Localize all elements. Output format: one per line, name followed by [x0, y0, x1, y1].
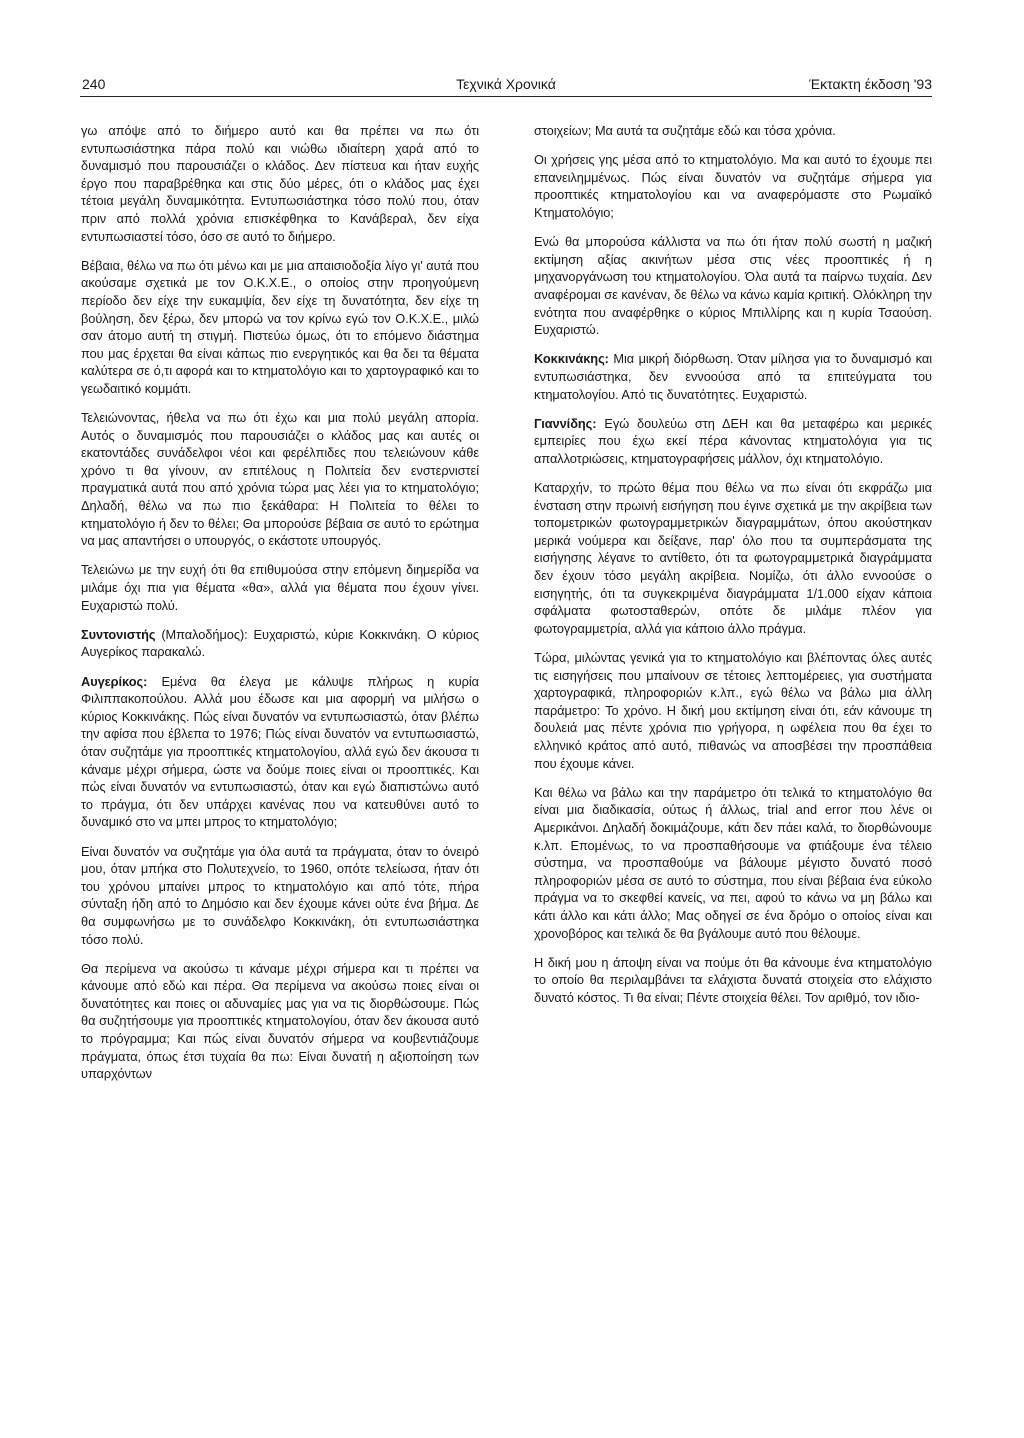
paragraph-text: Ενώ θα μπορούσα κάλλιστα να πω ότι ήταν πολύ σωστή η μαζική εκτίμηση αξίας ακινήτων μέσα στις νέες προοπτικές ή η μηχανοργάνωση του κτηματολογίου. Όλα αυτά τα παίρνω τυχαία. Δεν αναφέρομαι σε κανέναν, δε θέλω να κάνω καμία κριτική. Ολόκληρη την ενότητα που αναφέρθηκε ο κύριος Μπιλλίρης και η κυρία Τσαούση. Ευχαριστώ.	[534, 234, 932, 338]
paragraph	[534, 784, 932, 942]
paragraph	[534, 415, 932, 468]
paragraph	[81, 626, 479, 661]
paragraph	[534, 350, 932, 403]
paragraph	[81, 843, 479, 949]
paragraph-text: Τελειώνω με την ευχή ότι θα επιθυμούσα στην επόμενη διημερίδα να μιλάμε όχι πια για θέματα «θα», αλλά για θέματα που έχουν γίνει. Ευχαριστώ πολύ.	[81, 562, 479, 613]
paragraph-text: Τώρα, μιλώντας γενικά για το κτηματολόγιο και βλέποντας όλες αυτές τις εισηγήσεις που μπαίνουν σε τέτοιες λεπτομέρειες, για συστήματα χαρτογραφικά, πληροφοριών κ.λπ., εγώ θέλω να βάλω μια άλλη παράμετρο: Το χρόνο. Η δική μου εκτίμηση είναι ότι, εάν κάνουμε τη δουλειά μας πέντε χρόνια πιο γρήγορα, η ωφέλεια που θα έχει το ελληνικό κράτος από αυτό, πιθανώς να αποσβέσει την προσπάθεια που έχουμε κάνει.	[534, 650, 932, 771]
paragraph-text: Εγώ δουλεύω στη ΔΕΗ και θα μεταφέρω και μερικές εμπειρίες που έχω εκεί πέρα κάνοντας κτηματολόγια για τις απαλλοτριώσεις, κτηματογραφήσεις μάλλον, όχι κτηματολόγιο.	[534, 415, 932, 466]
paragraph	[534, 954, 932, 1007]
edition-label: Έκτακτη έκδοση '93	[809, 76, 932, 92]
paragraph-text: Είναι δυνατόν να συζητάμε για όλα αυτά τα πράγματα, όταν το όνειρό μου, όταν μπήκα στο Πολυτεχνείο, το 1960, οπότε τελείωσα, ήταν ότι του χρόνου μπαίνει μπρος το κτηματολόγιο και από τότε, πήρα σύνταξη ήδη από το Δημόσιο και δεν έχουμε κάνει ούτε ένα βήμα. Δε θα συμφωνήσω με το συνάδελφο Κοκκινάκη, ότι εντυπωσιάστηκα τόσο πολύ.	[81, 843, 479, 947]
paragraph-text: Μια μικρή διόρθωση. Όταν μίλησα για το δυναμισμό και εντυπωσιάστηκα, δεν εννοούσα από τα επιτεύγματα του κτηματολογίου. Από τις δυνατότητες. Ευχαριστώ.	[534, 351, 932, 402]
paragraph	[534, 649, 932, 772]
right-column	[534, 122, 932, 1018]
paragraph-text: Εμένα θα έλεγα με κάλυψε πλήρως η κυρία Φιλιππακοπούλου. Αλλά μου έδωσε και μια αφορμή να μιλήσω ο κύριος Κοκκινάκης. Πώς είναι δυνατόν να εντυπωσιαστώ, όταν βλέπω την αφίσα που έβλεπα το 1976; Πώς είναι δυνατόν να εντυπωσιαστώ, όταν συζητάμε για προοπτικές κτηματολογίου, αλλά εγώ δεν άκουσα τι κάναμε μέχρι σήμερα, ώστε να δούμε ποιες είναι οι προοπτικές. Και πώς είναι δυνατόν να εντυπωσιαστώ, όταν και εγώ διαπιστώνω αυτό το πράγμα, ότι δεν υπάρχει κανένας που να κατευθύνει αυτό το δυναμικό στο να μπει μπρος το κτηματολόγιο;	[81, 673, 479, 830]
left-column	[81, 122, 479, 1094]
paragraph	[534, 479, 932, 637]
journal-title: Τεχνικά Χρονικά	[456, 76, 556, 92]
paragraph-text: Οι χρήσεις γης μέσα από το κτηματολόγιο. Μα και αυτό το έχουμε πει επανειλημμένως. Πώς είναι δυνατόν να συζητάμε σήμερα για προοπτικές κτηματολογίου και να αναφερόμαστε στο Ρωμαϊκό Κτηματολόγιο;	[534, 152, 932, 220]
paragraph	[81, 960, 479, 1083]
paragraph	[534, 122, 932, 140]
speaker-name: Συντονιστής	[81, 626, 156, 642]
paragraph-text: Και θέλω να βάλω και την παράμετρο ότι τελικά το κτηματολόγιο θα είναι μια διαδικασία, ούτως ή άλλως, trial and error που λένε οι Αμερικάνοι. Δηλαδή δοκιμάζουμε, κάτι δεν πάει καλά, το διορθώνουμε κ.λπ. Επομένως, το να προσπαθήσουμε να φτιάξουμε ένα τέλειο σύστημα, να προσπαθούμε να βάλουμε μέγιστο δυνατό ποσό πληροφοριών μέσα σε αυτό το σύστημα, που είναι βέβαια ένα εύκολο πράγμα να το σκεφθεί κανείς, να πει, αφού το κάνω να μη βάλω και κάτι άλλο και κάτι άλλο; Μας οδηγεί σε ένα δρόμο ο οποίος είναι και χρονοβόρος και τελικά δε θα βγάλουμε αυτό που θέλουμε.	[534, 784, 932, 941]
paragraph-text: Καταρχήν, το πρώτο θέμα που θέλω να πω είναι ότι εκφράζω μια ένσταση στην πρωινή εισήγηση που έγινε σχετικά με την ακρίβεια των τοπομετρικών φωτογραμμετρικών διαγραμμάτων, όπου ακούστηκαν μερικά νούμερα και δείξανε, παρ' όλο που τα συμπεράσματα της εισήγησης λέγανε το αντίθετο, ότι τα φωτογραμμετρικά διαγράμματα δεν έχουν τόσο μεγάλη ακρίβεια. Νομίζω, ότι άλλο εννοούσε ο εισηγητής, ότι τα συγκεκριμένα διαγράμματα 1/1.000 είχαν κάποια σφάλματα φωτοσταθερών, οπότε δε μιλάμε πλέον για φωτογραμμετρία, αλλά για κάποιο άλλο πράγμα.	[534, 480, 932, 636]
speaker-name: Κοκκινάκης:	[534, 351, 609, 367]
paragraph-text: στοιχείων; Μα αυτά τα συζητάμε εδώ και τόσα χρόνια.	[534, 123, 836, 138]
paragraph-text: (Μπαλοδήμος): Ευχαριστώ, κύριε Κοκκινάκη. Ο κύριος Αυγερίκος παρακαλώ.	[81, 626, 479, 660]
paragraph	[534, 233, 932, 339]
speaker-name: Γιαννίδης:	[534, 415, 597, 431]
paragraph-text: Η δική μου η άποψη είναι να πούμε ότι θα κάνουμε ένα κτηματολόγιο το οποίο θα περιλαμβάνει τα ελάχιστα δυνατά στοιχεία στο ελάχιστο δυνατό κόστος. Τι θα είναι; Πέντε στοιχεία θέλει. Τον αριθμό, τον ιδιο-	[534, 954, 932, 1005]
paragraph	[81, 561, 479, 614]
paragraph	[81, 257, 479, 398]
page-number: 240	[82, 76, 106, 92]
page-header	[80, 74, 932, 97]
paragraph	[81, 409, 479, 550]
paragraph-text: γω απόψε από το διήμερο αυτό και θα πρέπει να πω ότι εντυπωσιάστηκα πάρα πολύ και νιώθω ιδιαίτερη χαρά από το δυναμισμό που παρουσιάζει ο κλάδος. Δεν πίστευα και ήταν ευχής έργο που παραβρέθηκα και στις δύο μέρες, ότι ο κλάδος μας έχει τέτοια μεγάλη δυναμικότητα. Εντυπωσιάστηκα τόσο πολύ που, όταν πριν από πολλά χρόνια επισκέφθηκα το Κανάβεραλ, δεν είχα εντυπωσιαστεί τόσο, όσο σε αυτό το διήμερο.	[81, 123, 479, 244]
paragraph-text: Τελειώνοντας, ήθελα να πω ότι έχω και μια πολύ μεγάλη απορία. Αυτός ο δυναμισμός που παρουσιάζει ο κλάδος μας και αυτές οι εκατοντάδες συνάδελφοι νέοι και φερέλπιδες που τελειώνουν κάθε χρόνο τι θα γίνουν, αν επιτέλους η Πολιτεία δεν ενστερνιστεί πραγματικά αυτά που από χρόνια τώρα μας λέει για το κτηματολόγιο; Δηλαδή, θέλω να πω πιο ξεκάθαρα: Η Πολιτεία το θέλει το κτηματολόγιο ή δεν το θέλει; Θα μπορούσε βέβαια σε αυτό το ερώτημα να μας απαντήσει ο υπουργός, ο εκάστοτε υπουργός.	[81, 410, 479, 549]
paragraph	[81, 673, 479, 831]
paragraph	[81, 122, 479, 245]
paragraph-text: Θα περίμενα να ακούσω τι κάναμε μέχρι σήμερα και τι πρέπει να κάνουμε από εδώ και πέρα. Θα περίμενα να ακούσω ποιες είναι οι δυνατότητες και ποιες οι αδυναμίες μας για να τις διορθώσουμε. Πώς θα συζητήσουμε για προοπτικές κτηματολογίου, όταν δεν άκουσα αυτό το πρόγραμμα; Και πώς είναι δυνατόν σήμερα να κουβεντιάζουμε πράγματα, όπως έτσι τυχαία θα πω: Είναι δυνατή η αξιοποίηση των υπαρχόντων	[81, 960, 479, 1082]
speaker-name: Αυγερίκος:	[81, 673, 148, 689]
paragraph	[534, 151, 932, 221]
paragraph-text: Βέβαια, θέλω να πω ότι μένω και με μια απαισιοδοξία λίγο γι' αυτά που ακούσαμε σχετικά με τον Ο.Κ.Χ.Ε., ο οποίος στην προηγούμενη περίοδο δεν είχε την ευκαμψία, δεν είχε τη δυνατότητα, δεν είχε τη βούληση, δεν ξέρω, δεν μπορώ να τον κρίνω εγώ τον Ο.Κ.Χ.Ε., μιλώ σαν άτομο αυτή τη στιγμή. Πιστεύω όμως, ότι το επόμενο διάστημα που μας έρχεται θα είναι κάπως πιο ενεργητικός και θα δει τα θέματα καλύτερα σε ό,τι αφορά και το κτηματολόγιο και το χαρτογραφικό και το γεωδαιτικό κομμάτι.	[81, 257, 479, 396]
